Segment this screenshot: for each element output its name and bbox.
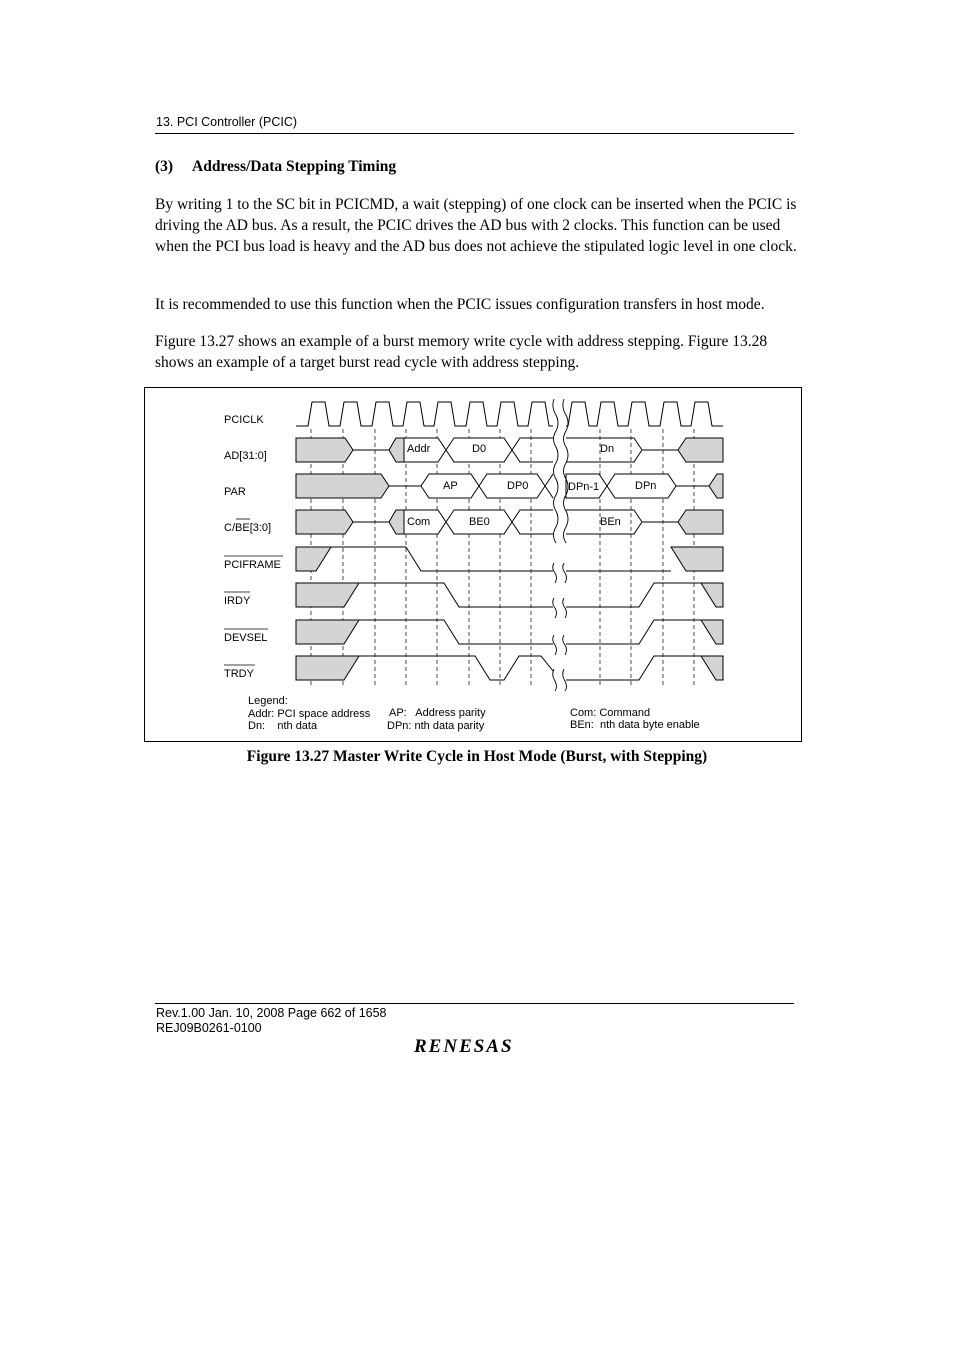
devsel-waveform (296, 620, 723, 644)
ad-waveform (296, 438, 723, 462)
legend-dpn: DPn: nth data parity (387, 720, 485, 732)
trdy-waveform (296, 656, 723, 680)
renesas-logo (412, 1035, 534, 1057)
legend-ben: BEn: nth data byte enable (570, 719, 700, 731)
footer-rule (155, 1003, 794, 1004)
par-label-dpn: DPn (635, 480, 657, 492)
legend-title: Legend: (248, 695, 288, 707)
signal-label-irdy: IRDY (224, 595, 251, 607)
legend-ap: AP: Address parity (389, 707, 486, 719)
running-header: 13. PCI Controller (PCIC) (156, 115, 298, 129)
signal-label-devsel: DEVSEL (224, 632, 268, 644)
legend-addr: Addr: PCI space address (248, 708, 371, 720)
par-label-ap: AP (443, 480, 458, 492)
section-number: (3) (155, 158, 174, 175)
paragraph-3: Figure 13.27 shows an example of a burst memory write cycle with address stepping. Figure 13.28 shows an example of a target burst read cycle with address stepping. (155, 333, 768, 371)
cbe-label-com: Com (407, 516, 431, 528)
cbe-label-be0: BE0 (469, 516, 490, 528)
footer-doc-number: REJ09B0261-0100 (156, 1021, 262, 1035)
section-heading (155, 158, 396, 176)
pciclk-waveform (296, 402, 553, 426)
header-rule (155, 133, 794, 134)
cbe-waveform (296, 510, 723, 534)
pciframe-waveform (296, 547, 723, 571)
timeline-break-marks (553, 399, 568, 691)
ad-label-dn: Dn (600, 443, 615, 455)
signal-label-ad: AD[31:0] (224, 450, 267, 462)
timing-diagram (145, 388, 801, 741)
footer-revision: Rev.1.00 Jan. 10, 2008 Page 662 of 1658 (156, 1006, 387, 1020)
figure-frame (144, 387, 802, 742)
cbe-label-ben: BEn (600, 516, 621, 528)
signal-label-pciclk: PCICLK (224, 414, 264, 426)
svg-text:RENESAS: RENESAS (414, 1036, 514, 1057)
irdy-waveform (296, 583, 723, 607)
paragraph-1: By writing 1 to the SC bit in PCICMD, a wait (stepping) of one clock can be inserted when the PCIC is driving the AD bus. As a result, the PCIC drives the AD bus with 2 clocks. This function can be used when the PCI bus load is heavy and the AD bus does not achieve the stipulated logic level in one clock. (155, 196, 797, 255)
par-label-dp0: DP0 (507, 480, 529, 492)
section-title: Address/Data Stepping Timing (192, 158, 397, 175)
legend-dn: Dn: nth data (248, 720, 318, 732)
signal-label-pciframe: PCIFRAME (224, 559, 281, 571)
par-label-dpn-1: DPn-1 (568, 481, 600, 493)
signal-label-par: PAR (224, 486, 246, 498)
signal-label-trdy: TRDY (224, 668, 254, 680)
signal-label-cbe: C/BE[3:0] (224, 522, 272, 534)
legend-com: Com: Command (570, 707, 651, 719)
figure-caption: Figure 13.27 Master Write Cycle in Host Mode (Burst, with Stepping) (246, 748, 708, 765)
paragraph-2: It is recommended to use this function when the PCIC issues configuration transfers in host mode. (155, 296, 765, 313)
ad-label-addr: Addr (407, 443, 431, 455)
ad-label-d0: D0 (472, 443, 487, 455)
